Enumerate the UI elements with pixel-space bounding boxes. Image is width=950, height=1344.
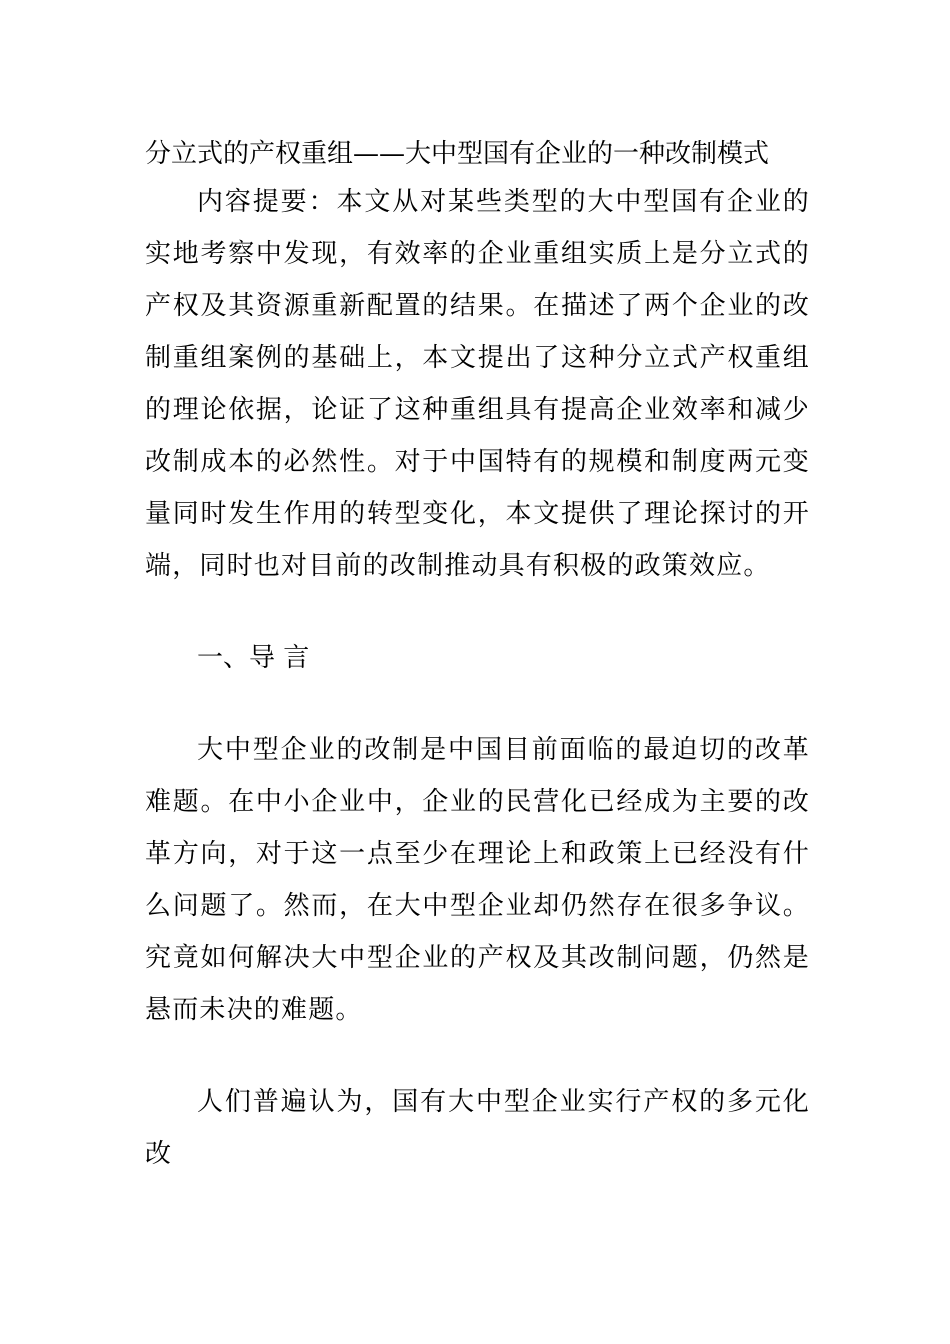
document-page bbox=[145, 132, 810, 1180]
section-heading: 一、导 言 bbox=[197, 643, 310, 673]
document-title: 分立式的产权重组——大中型国有企业的一种改制模式 bbox=[145, 139, 770, 169]
body-paragraph-1: 大中型企业的改制是中国目前面临的最迫切的改革难题。在中小企业中，企业的民营化已经成为主要的改革方向，对于这一点至少在理论上和政策上已经没有什么问题了。然而，在大中型企业却仍然存在很多争议。究竟如何解决大中型企业的产权及其改制问题，仍然是悬而未决的难题。 bbox=[145, 735, 810, 1025]
abstract-paragraph: 内容提要：本文从对某些类型的大中型国有企业的实地考察中发现，有效率的企业重组实质上是分立式的产权及其资源重新配置的结果。在描述了两个企业的改制重组案例的基础上，本文提出了这种分立式产权重组的理论依据，论证了这种重组具有提高企业效率和减少改制成本的必然性。对于中国特有的规模和制度两元变量同时发生作用的转型变化，本文提供了理论探讨的开端，同时也对目前的改制推动具有积极的政策效应。 bbox=[145, 187, 810, 581]
body-paragraph-2: 人们普遍认为，国有大中型企业实行产权的多元化改 bbox=[145, 1087, 810, 1169]
